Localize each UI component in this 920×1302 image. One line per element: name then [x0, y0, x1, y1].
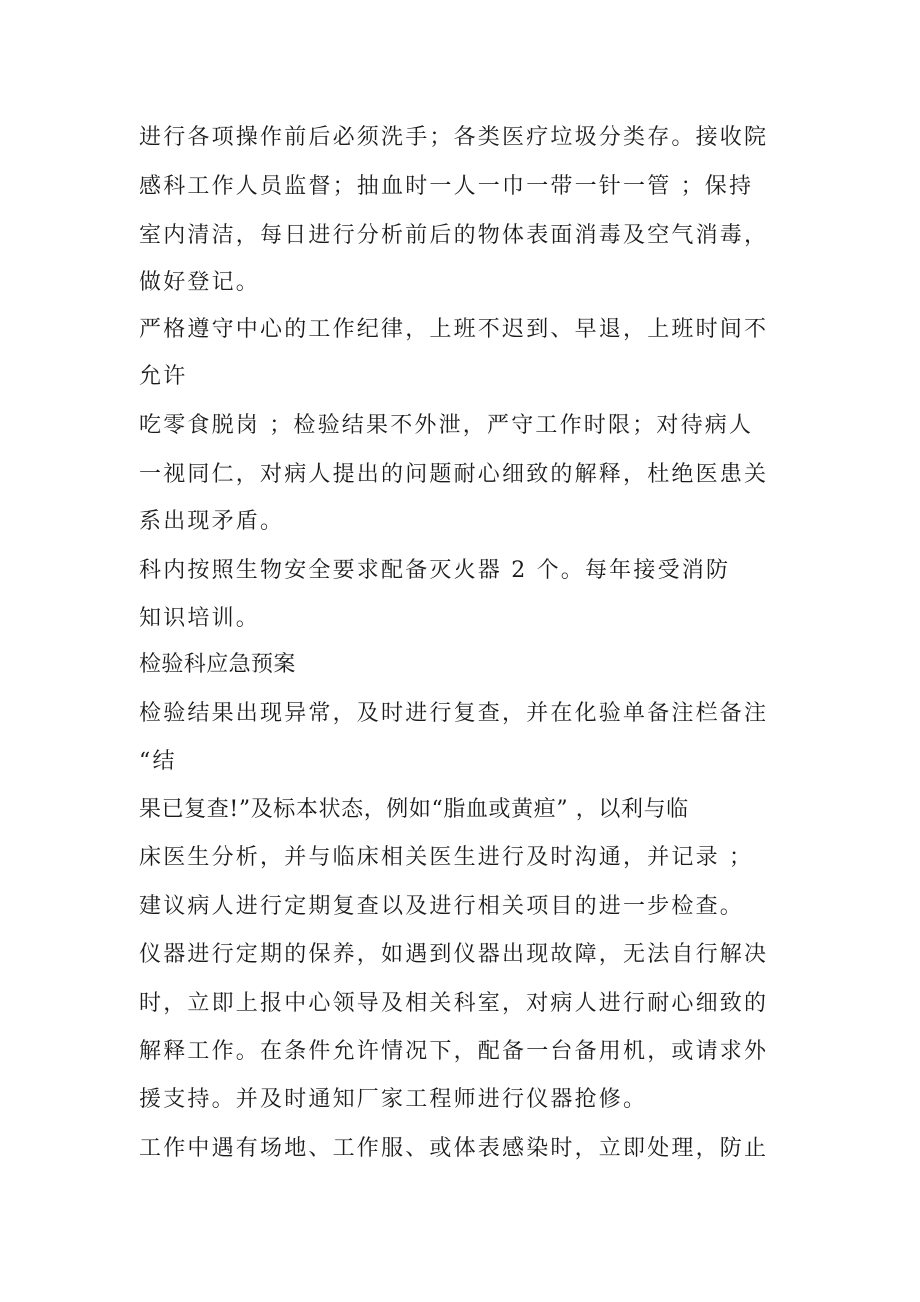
text-line: “结: [139, 749, 177, 774]
text-line: 严格遵守中心的工作纪律，上班不迟到、早退，上班时间不: [139, 317, 769, 342]
text-line: 做好登记。: [139, 270, 261, 295]
text-line: 工作中遇有场地、工作服、或体表感染时，立即处理，防止: [139, 1136, 769, 1161]
text-line: 允许: [139, 364, 188, 389]
text-line: 建议病人进行定期复查以及进行相关项目的进一步检查。: [139, 894, 745, 919]
text-line: 进行各项操作前后必须洗手；各类医疗垃圾分类存。接收院: [139, 125, 769, 150]
text-line: 时，立即上报中心领导及相关科室，对病人进行耐心细致的: [139, 991, 769, 1016]
section-heading: 检验科应急预案: [139, 652, 296, 677]
text-line: 果已复查!”及标本状态，例如“脂血或黄疸” ，以利与临: [139, 797, 689, 822]
text-line: 一视同仁，对病人提出的问题耐心细致的解释，杜绝医患关: [139, 462, 769, 487]
text-line: 感科工作人员监督；抽血时一人一巾一带一针一管 ；保持: [139, 174, 754, 199]
text-line: 室内清洁，每日进行分析前后的物体表面消毒及空气消毒，: [139, 223, 769, 248]
text-line: 床医生分析，并与临床相关医生进行及时沟通，并记录 ；: [139, 845, 754, 870]
text-line: 系出现矛盾。: [139, 509, 285, 534]
text-line: 援支持。并及时通知厂家工程师进行仪器抢修。: [139, 1087, 648, 1112]
text-line: 仪器进行定期的保养，如遇到仪器出现故障，无法自行解决: [139, 942, 769, 967]
text-line: 吃零食脱岗 ；检验结果不外泄，严守工作时限；对待病人: [139, 413, 754, 438]
text-line: 检验结果出现异常，及时进行复查，并在化验单备注栏备注: [139, 701, 769, 726]
text-line: 解释工作。在条件允许情况下，配备一台备用机，或请求外: [139, 1039, 769, 1064]
text-line: 知识培训。: [139, 606, 261, 631]
text-line: 科内按照生物安全要求配备灭火器 2 个。每年接受消防: [139, 558, 731, 583]
